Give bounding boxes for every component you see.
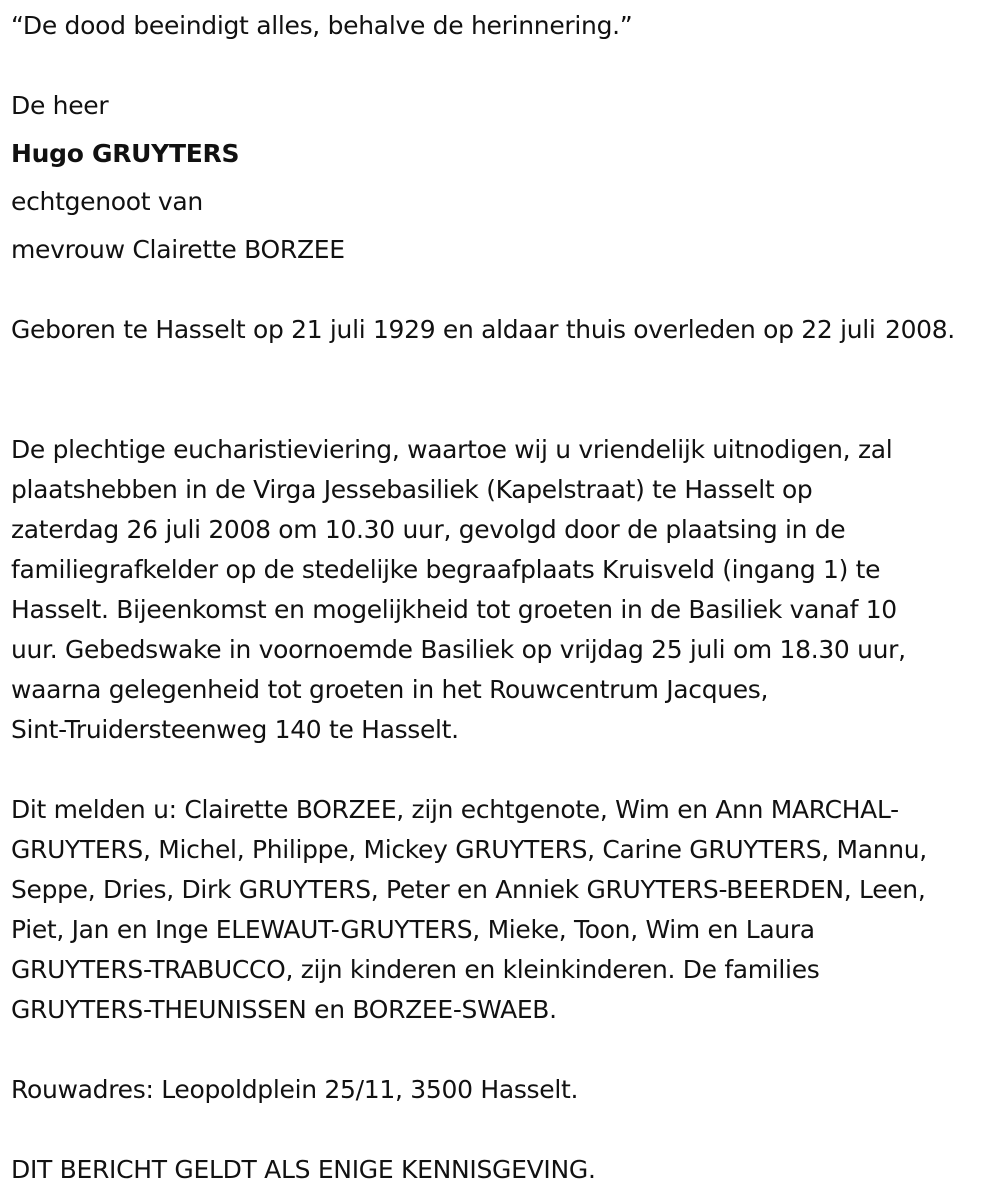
paragraph-line: GRUYTERS, Michel, Philippe, Mickey GRUYTERS, Carine GRUYTERS, Mannu,	[11, 835, 927, 864]
paragraph-line: Hasselt. Bijeenkomst en mogelijkheid tot groeten in de Basiliek vanaf 10	[11, 595, 897, 624]
paragraph-line: plaatshebben in de Virga Jessebasiliek (Kapelstraat) te Hasselt op	[11, 475, 813, 504]
paragraph-line: Sint-Truidersteenweg 140 te Hasselt.	[11, 715, 459, 744]
deceased-name: Hugo GRUYTERS	[11, 139, 240, 168]
family-paragraph	[11, 790, 991, 1030]
paragraph-line: familiegrafkelder op de stedelijke begraafplaats Kruisveld (ingang 1) te	[11, 555, 881, 584]
paragraph-line: Seppe, Dries, Dirk GRUYTERS, Peter en Anniek GRUYTERS-BEERDEN, Leen,	[11, 875, 926, 904]
paragraph-line: uur. Gebedswake in voornoemde Basiliek op vrijdag 25 juli om 18.30 uur,	[11, 635, 906, 664]
paragraph-line: 2008.	[884, 315, 955, 344]
paragraph-line: Geboren te Hasselt op 21 juli 1929 en aldaar thuis overleden op 22 juli	[11, 315, 876, 344]
closing-statement: DIT BERICHT GELDT ALS ENIGE KENNISGEVING.	[11, 1155, 596, 1184]
paragraph-line: Piet, Jan en Inge ELEWAUT-GRUYTERS, Mieke, Toon, Wim en Laura	[11, 915, 815, 944]
paragraph-line: De plechtige eucharistieviering, waartoe wij u vriendelijk uitnodigen, zal	[11, 435, 893, 464]
paragraph-line: zaterdag 26 juli 2008 om 10.30 uur, gevolgd door de plaatsing in de	[11, 515, 846, 544]
memorial-quote: “De dood beeindigt alles, behalve de herinnering.”	[11, 11, 633, 40]
birth-death-paragraph	[11, 310, 991, 350]
paragraph-line: waarna gelegenheid tot groeten in het Rouwcentrum Jacques,	[11, 675, 769, 704]
paragraph-line: Dit melden u: Clairette BORZEE, zijn echtgenote, Wim en Ann MARCHAL-	[11, 795, 899, 824]
spouse-name: mevrouw Clairette BORZEE	[11, 235, 345, 264]
mourning-address: Rouwadres: Leopoldplein 25/11, 3500 Hasselt.	[11, 1075, 579, 1104]
relation-text: echtgenoot van	[11, 187, 203, 216]
ceremony-paragraph	[11, 430, 991, 750]
paragraph-line: GRUYTERS-TRABUCCO, zijn kinderen en kleinkinderen. De families	[11, 955, 820, 984]
paragraph-line: GRUYTERS-THEUNISSEN en BORZEE-SWAEB.	[11, 995, 557, 1024]
salutation: De heer	[11, 91, 109, 120]
